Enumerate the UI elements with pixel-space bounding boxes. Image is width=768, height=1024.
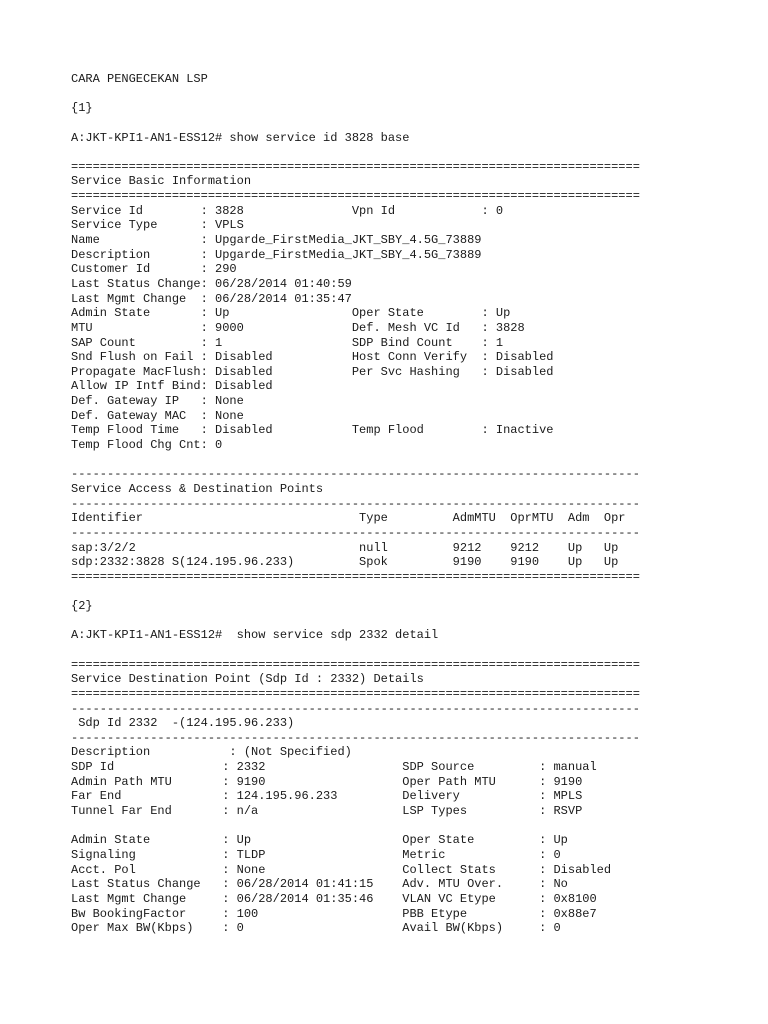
document-line: Def. Gateway IP : None [71,394,244,409]
document-line [71,819,640,834]
document-line: =============================================================================== [71,686,640,701]
document-line: Oper Max BW(Kbps) : 0 Avail BW(Kbps) : 0 [71,921,561,936]
document-line: Sdp Id 2332 -(124.195.96.233) [71,716,295,731]
document-line: =============================================================================== [71,159,640,174]
document-line: sdp:2332:3828 S(124.195.96.233) Spok 9190 9190 Up Up [71,555,619,570]
document-line: =============================================================================== [71,189,640,204]
document-line: Temp Flood Chg Cnt: 0 [71,438,223,453]
document-line: ------------------------------------------------------------------------------- [71,701,640,716]
document-line: Identifier Type AdmMTU OprMTU Adm Opr [71,511,626,526]
document-line: ------------------------------------------------------------------------------- [71,496,640,511]
document-line: Service Basic Information [71,174,252,189]
document-body [71,72,640,936]
document-line [71,584,640,599]
document-line: SDP Id : 2332 SDP Source : manual [71,760,597,775]
document-line [71,87,640,102]
document-line: {1} [71,101,93,116]
document-line: Last Status Change: 06/28/2014 01:40:59 [71,276,352,291]
document-line: Service Access & Destination Points [71,481,324,496]
document-line: Service Id : 3828 Vpn Id : 0 [71,203,504,218]
document-line: Last Mgmt Change : 06/28/2014 01:35:46 VLAN VC Etype : 0x8100 [71,891,597,906]
document-line: Bw BookingFactor : 100 PBB Etype : 0x88e7 [71,906,597,921]
document-line: Snd Flush on Fail : Disabled Host Conn Verify : Disabled [71,350,554,365]
document-line: =============================================================================== [71,569,640,584]
document-line: Name : Upgarde_FirstMedia_JKT_SBY_4.5G_73889 [71,233,482,248]
document-line: A:JKT-KPI1-AN1-ESS12# show service id 3828 base [71,130,410,145]
document-line: sap:3/2/2 null 9212 9212 Up Up [71,540,619,555]
document-line: Description : Upgarde_FirstMedia_JKT_SBY_4.5G_73889 [71,247,482,262]
document-line: Propagate MacFlush: Disabled Per Svc Hashing : Disabled [71,364,554,379]
document-line [71,116,640,131]
document-line: Allow IP Intf Bind: Disabled [71,379,273,394]
document-line [71,453,640,468]
document-line: Service Destination Point (Sdp Id : 2332) Details [71,672,424,687]
document-line: Far End : 124.195.96.233 Delivery : MPLS [71,789,583,804]
document-line: Admin State : Up Oper State : Up [71,833,568,848]
document-line: CARA PENGECEKAN LSP [71,72,208,86]
document-line: SAP Count : 1 SDP Bind Count : 1 [71,335,504,350]
document-line: A:JKT-KPI1-AN1-ESS12# show service sdp 2332 detail [71,628,439,643]
document-line: Customer Id : 290 [71,262,237,277]
document-line: Tunnel Far End : n/a LSP Types : RSVP [71,804,583,819]
document-line: ------------------------------------------------------------------------------- [71,730,640,745]
document-line: Last Status Change : 06/28/2014 01:41:15 Adv. MTU Over. : No [71,877,568,892]
document-line: MTU : 9000 Def. Mesh VC Id : 3828 [71,320,525,335]
document-line: Service Type : VPLS [71,218,244,233]
document-line: ------------------------------------------------------------------------------- [71,525,640,540]
document-line: Admin State : Up Oper State : Up [71,306,511,321]
document-line [71,643,640,658]
document-line: Signaling : TLDP Metric : 0 [71,847,561,862]
document-line: Description : (Not Specified) [71,745,352,760]
document-line: Admin Path MTU : 9190 Oper Path MTU : 9190 [71,774,583,789]
document-line [71,614,640,629]
document-line: Def. Gateway MAC : None [71,408,244,423]
document-line: Temp Flood Time : Disabled Temp Flood : Inactive [71,423,554,438]
document-line: ------------------------------------------------------------------------------- [71,467,640,482]
document-line: {2} [71,599,93,614]
document-line: =============================================================================== [71,657,640,672]
document-line [71,145,640,160]
document-line: Last Mgmt Change : 06/28/2014 01:35:47 [71,291,352,306]
document-line: Acct. Pol : None Collect Stats : Disabled [71,862,612,877]
